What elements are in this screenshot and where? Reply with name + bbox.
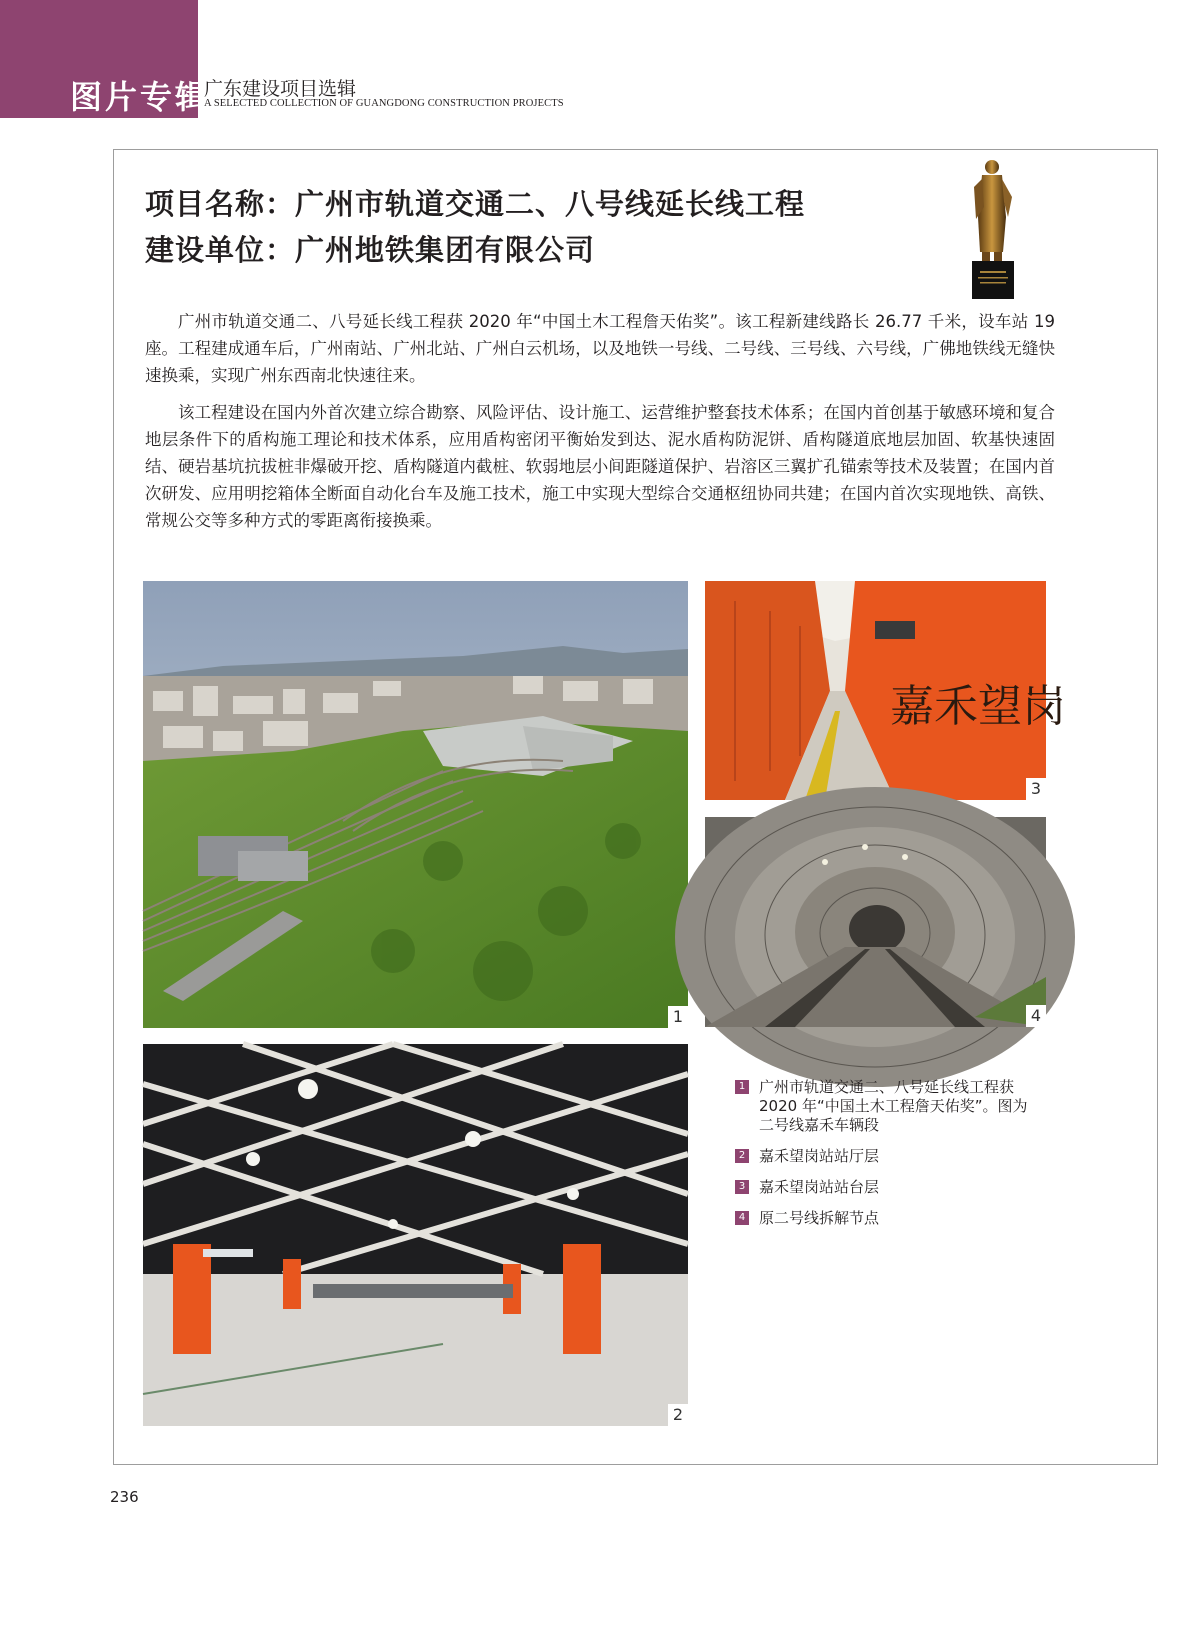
- caption-number: 3: [735, 1180, 749, 1194]
- caption-text: 广州市轨道交通二、八号延长线工程获 2020 年“中国土木工程詹天佑奖”。图为二号线嘉禾车辆段: [759, 1078, 1028, 1134]
- column-title: 图片专辑: [70, 78, 211, 116]
- caption-item: [735, 1178, 1045, 1197]
- photo-4-number: 4: [1026, 1005, 1046, 1027]
- caption-item: [735, 1209, 1045, 1228]
- body-text: [145, 308, 1055, 544]
- photo-3-number: 3: [1026, 778, 1046, 800]
- caption-text: 原二号线拆解节点: [759, 1209, 880, 1227]
- builder-heading: 建设单位：广州地铁集团有限公司: [145, 233, 596, 267]
- section-title-cn: 广东建设项目选辑: [204, 78, 357, 100]
- photo-depot-aerial: [143, 581, 688, 1028]
- caption-item: [735, 1147, 1045, 1166]
- caption-item: [735, 1078, 1045, 1135]
- photo-2-number: 2: [668, 1404, 688, 1426]
- project-name-heading: 项目名称：广州市轨道交通二、八号线延长线工程: [145, 187, 806, 221]
- svg-text:嘉禾望岗: 嘉禾望岗: [890, 681, 1066, 732]
- caption-text: 嘉禾望岗站站厅层: [759, 1147, 880, 1165]
- photo-station-platform: [705, 581, 1066, 800]
- photo-captions: [735, 1078, 1045, 1240]
- photo-1-number: 1: [668, 1006, 688, 1028]
- caption-number: 1: [735, 1080, 749, 1094]
- body-paragraph-1: 广州市轨道交通二、八号延长线工程获 2020 年“中国土木工程詹天佑奖”。该工程新建线路长 26.77 千米，设车站 19 座。工程建成通车后，广州南站、广州北站、广州白云机场，以及地铁一号线、二号线、三号线、六号线，广佛地铁线无缝快速换乘，实现广州东西南北快速往来。: [145, 312, 1055, 385]
- page-number: 236: [110, 1488, 139, 1506]
- caption-number: 2: [735, 1149, 749, 1163]
- photo-tunnel: [705, 817, 1046, 1027]
- photo-station-concourse: [143, 1044, 688, 1426]
- section-title-en: A SELECTED COLLECTION OF GUANGDONG CONSTRUCTION PROJECTS: [204, 98, 564, 109]
- award-statue-image: [968, 157, 1018, 299]
- caption-number: 4: [735, 1211, 749, 1225]
- caption-text: 嘉禾望岗站站台层: [759, 1178, 880, 1196]
- header-corner-block: [0, 0, 211, 118]
- body-paragraph-2: 该工程建设在国内外首次建立综合勘察、风险评估、设计施工、运营维护整套技术体系；在国内首创基于敏感环境和复合地层条件下的盾构施工理论和技术体系，应用盾构密闭平衡始发到达、泥水盾构防泥饼、盾构隧道底地层加固、软基快速固结、硬岩基坑抗拔桩非爆破开挖、盾构隧道内截桩、软弱地层小间距隧道保护、岩溶区三翼扩孔锚索等技术及装置；在国内首次研发、应用明挖箱体全断面自动化台车及施工技术，施工中实现大型综合交通枢纽协同共建；在国内首次实现地铁、高铁、常规公交等多种方式的零距离衔接换乘。: [145, 403, 1055, 530]
